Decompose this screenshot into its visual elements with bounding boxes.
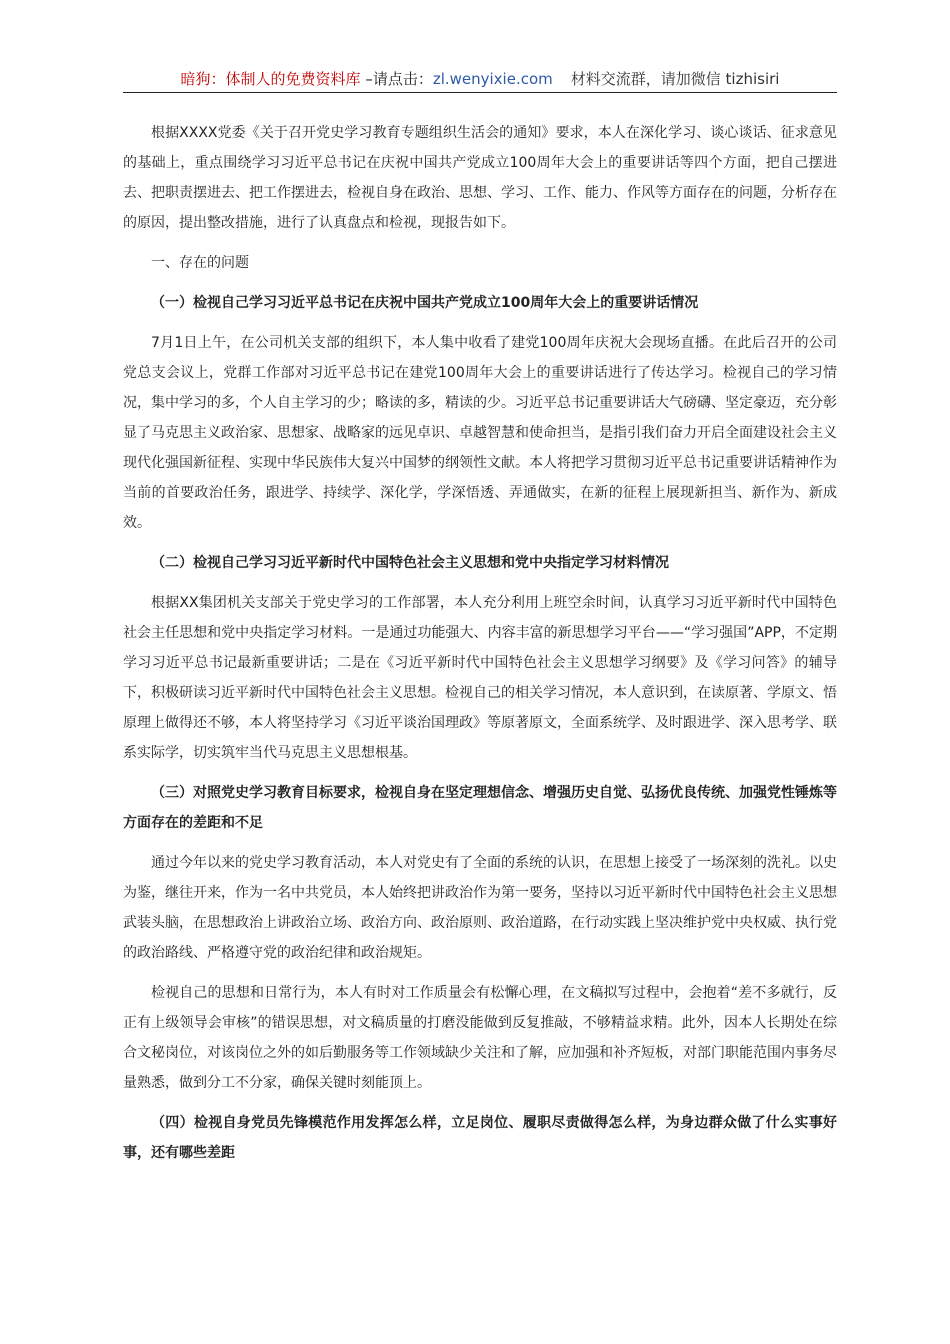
subheading-1: （一）检视自己学习习近平总书记在庆祝中国共产党成立100周年大会上的重要讲话情况 [151,295,699,311]
subheading-4: （四）检视自身党员先锋模范作用发挥怎么样，立足岗位、履职尽责做得怎么样，为身边群众做了什么实事好事，还有哪些差距 [123,1115,837,1161]
header-prompt: –请点击： [360,70,433,88]
header-link[interactable]: zl.wenyixie.com [432,70,553,88]
paragraph-1: 7月1日上午，在公司机关支部的组织下，本人集中收看了建党100周年庆祝大会现场直播。在此后召开的公司党总支会议上，党群工作部对习近平总书记在建党100周年大会上的重要讲话进行了传达学习。检视自己的学习情况，集中学习的多，个人自主学习的少；略读的多，精读的少。习近平总书记重要讲话大气磅礴、坚定豪迈，充分彰显了马克思主义政治家、思想家、战略家的远见卓识、卓越智慧和使命担当，是指引我们奋力开启全面建设社会主义现代化强国新征程、实现中华民族伟大复兴中国梦的纲领性文献。本人将把学习贯彻习近平总书记重要讲话精神作为当前的首要政治任务，跟进学、持续学、深化学，学深悟透、弄通做实，在新的征程上展现新担当、新作为、新成效。 [123,335,837,531]
document-body [123,118,837,1178]
subheading-3: （三）对照党史学习教育目标要求，检视自身在坚定理想信念、增强历史自觉、弘扬优良传统、加强党性锤炼等方面存在的差距和不足 [123,785,837,831]
paragraph-4: 检视自己的思想和日常行为，本人有时对工作质量会有松懈心理，在文稿拟写过程中，会抱着“差不多就行，反正有上级领导会审核”的错误思想，对文稿质量的打磨没能做到反复推敲，不够精益求精。此外，因本人长期处在综合文秘岗位，对该岗位之外的如后勤服务等工作领域缺少关注和了解，应加强和补齐短板，对部门职能范围内事务尽量熟悉，做到分工不分家，确保关键时刻能顶上。 [123,985,837,1091]
paragraph-3: 通过今年以来的党史学习教育活动，本人对党史有了全面的系统的认识，在思想上接受了一场深刻的洗礼。以史为鉴，继往开来，作为一名中共党员，本人始终把讲政治作为第一要务，坚持以习近平新时代中国特色社会主义思想武装头脑，在思想政治上讲政治立场、政治方向、政治原则、政治道路，在行动实践上坚决维护党中央权威、执行党的政治路线、严格遵守党的政治纪律和政治规矩。 [123,855,837,961]
subheading-2: （二）检视自己学习习近平新时代中国特色社会主义思想和党中央指定学习材料情况 [151,555,669,571]
paragraph-2: 根据XX集团机关支部关于党史学习的工作部署，本人充分利用上班空余时间，认真学习习近平新时代中国特色社会主任思想和党中央指定学习材料。一是通过功能强大、内容丰富的新思想学习平台——“学习强国”APP，不定期学习习近平总书记最新重要讲话；二是在《习近平新时代中国特色社会主义思想学习纲要》及《学习问答》的辅导下，积极研读习近平新时代中国特色社会主义思想。检视自己的相关学习情况，本人意识到，在读原著、学原文、悟原理上做得还不够，本人将坚持学习《习近平谈治国理政》等原著原文，全面系统学、及时跟进学、深入思考学、联系实际学，切实筑牢当代马克思主义思想根基。 [123,595,837,761]
header-brand: 暗狗：体制人的免费资料库 [180,70,361,88]
header-divider [123,92,837,93]
intro-paragraph: 根据XXXX党委《关于召开党史学习教育专题组织生活会的通知》要求，本人在深化学习、谈心谈话、征求意见的基础上，重点围绕学习习近平总书记在庆祝中国共产党成立100周年大会上的重要讲话等四个方面，把自己摆进去、把职责摆进去、把工作摆进去，检视自身在政治、思想、学习、工作、能力、作风等方面存在的问题，分析存在的原因，提出整改措施，进行了认真盘点和检视，现报告如下。 [123,125,837,231]
header-wechat: 材料交流群，请加微信 tizhisiri [570,70,780,88]
section-heading: 一、存在的问题 [151,255,249,271]
page-header [123,68,837,90]
